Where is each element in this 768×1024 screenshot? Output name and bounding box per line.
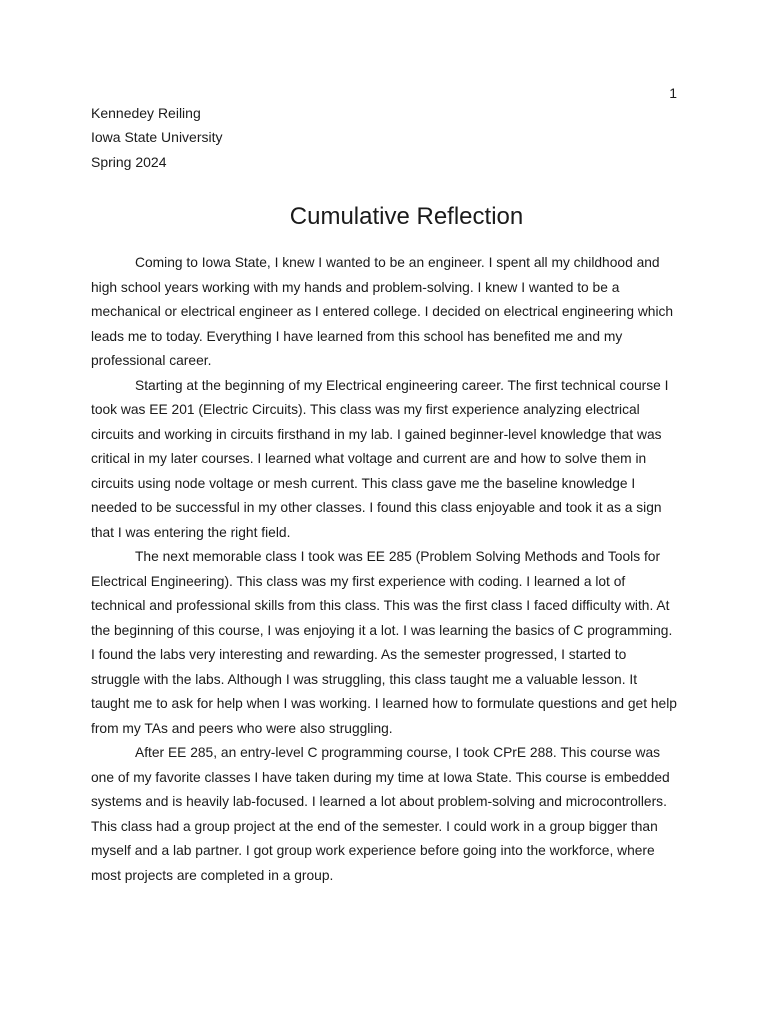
document-header xyxy=(91,101,223,174)
document-body xyxy=(91,251,678,888)
paragraph: Coming to Iowa State, I knew I wanted to be an engineer. I spent all my childhood and high school years working with my hands and problem-solving. I knew I wanted to be a mechanical or electrical engineer as I entered college. I decided on electrical engineering which leads me to today. Everything I have learned from this school has benefited me and my professional career. xyxy=(91,255,674,368)
author-name: Kennedey Reiling xyxy=(91,105,201,121)
paragraph: Starting at the beginning of my Electrical engineering career. The first technical course I took was EE 201 (Electric Circuits). This class was my first experience analyzing electrical circuits and working in circuits firsthand in my lab. I gained beginner-level knowledge that was critical in my later courses. I learned what voltage and current are and how to solve them in circuits using node voltage or mesh current. This class gave me the baseline knowledge I needed to be successful in my other classes. I found this class enjoyable and took it as a sign that I was entering the right field. xyxy=(91,377,669,540)
page-number: 1 xyxy=(669,85,677,101)
document-title: Cumulative Reflection xyxy=(289,203,524,230)
term: Spring 2024 xyxy=(91,153,167,170)
institution-name: Iowa State University xyxy=(91,129,223,146)
paragraph: After EE 285, an entry-level C programming course, I took CPrE 288. This course was one of my favorite classes I have taken during my time at Iowa State. This course is embedded systems and is heavily lab-focused. I learned a lot about problem-solving and microcontrollers. This class had a group project at the end of the semester. I could work in a group bigger than myself and a lab partner. I got group work experience before going into the workforce, where most projects are completed in a group. xyxy=(91,745,670,883)
paragraph: The next memorable class I took was EE 285 (Problem Solving Methods and Tools for Electrical Engineering). This class was my first experience with coding. I learned a lot of technical and professional skills from this class. This was the first class I faced difficulty with. At the beginning of this course, I was enjoying it a lot. I was learning the basics of C programming. I found the labs very interesting and rewarding. As the semester progressed, I started to struggle with the labs. Although I was struggling, this class taught me a valuable lesson. It taught me to ask for help when I was working. I learned how to formulate questions and get help from my TAs and peers who were also struggling. xyxy=(91,549,677,736)
